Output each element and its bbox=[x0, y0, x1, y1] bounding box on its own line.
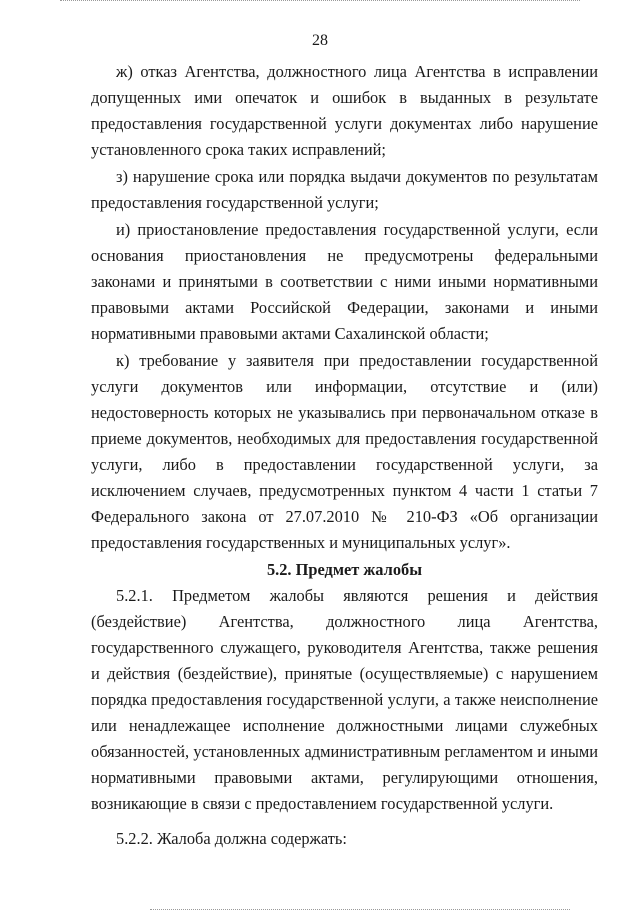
paragraph-5-2-2: 5.2.2. Жалоба должна содержать: bbox=[116, 829, 347, 848]
section-heading: 5.2. Предмет жалобы bbox=[266, 560, 423, 579]
document-body bbox=[91, 59, 598, 853]
page-number: 28 bbox=[312, 32, 328, 49]
scan-bottom-edge bbox=[150, 909, 570, 911]
scan-top-edge bbox=[60, 0, 580, 2]
paragraph-5-2-1: 5.2.1. Предметом жалобы являются решения и действия (бездействие) Агентства, должностного лица Агентства, государственного служащего, руководителя Агентства, также решения и действия (бездействие), принятые (осуществляемые) с нарушением порядка предоставления государственной услуги, а также неисполнение или ненадлежащее исполнение должностными лицами служебных обязанностей, установленных административным регламентом и иными нормативными правовыми актами, регулирующими отношения, возникающие в связи с предоставлением государственной услуги. bbox=[91, 586, 598, 813]
paragraph-zh: ж) отказ Агентства, должностного лица Агентства в исправлении допущенных ими опечаток и ошибок в выданных в результате предоставления государственной услуги документах либо нарушение установленного срока таких исправлений; bbox=[91, 62, 598, 159]
paragraph-z: з) нарушение срока или порядка выдачи документов по результатам предоставления государственной услуги; bbox=[91, 167, 598, 212]
paragraph-spacer bbox=[91, 818, 598, 826]
paragraph-i: и) приостановление предоставления государственной услуги, если основания приостановления не предусмотрены федеральными законами и принятыми в соответствии с ними иными нормативными правовыми актами Российской Федерации, законами и иными нормативными правовыми актами Сахалинской области; bbox=[91, 220, 598, 343]
paragraph-k: к) требование у заявителя при предоставлении государственной услуги документов или информации, отсутствие и (или) недостоверность которых не указывались при первоначальном отказе в приеме документов, необходимых для предоставления государственной услуги, либо в предоставлении государственной услуги, за исключением случаев, предусмотренных пунктом 4 части 1 статьи 7 Федерального закона от 27.07.2010 № 210-ФЗ «Об организации предоставления государственных и муниципальных услуг». bbox=[91, 351, 598, 552]
